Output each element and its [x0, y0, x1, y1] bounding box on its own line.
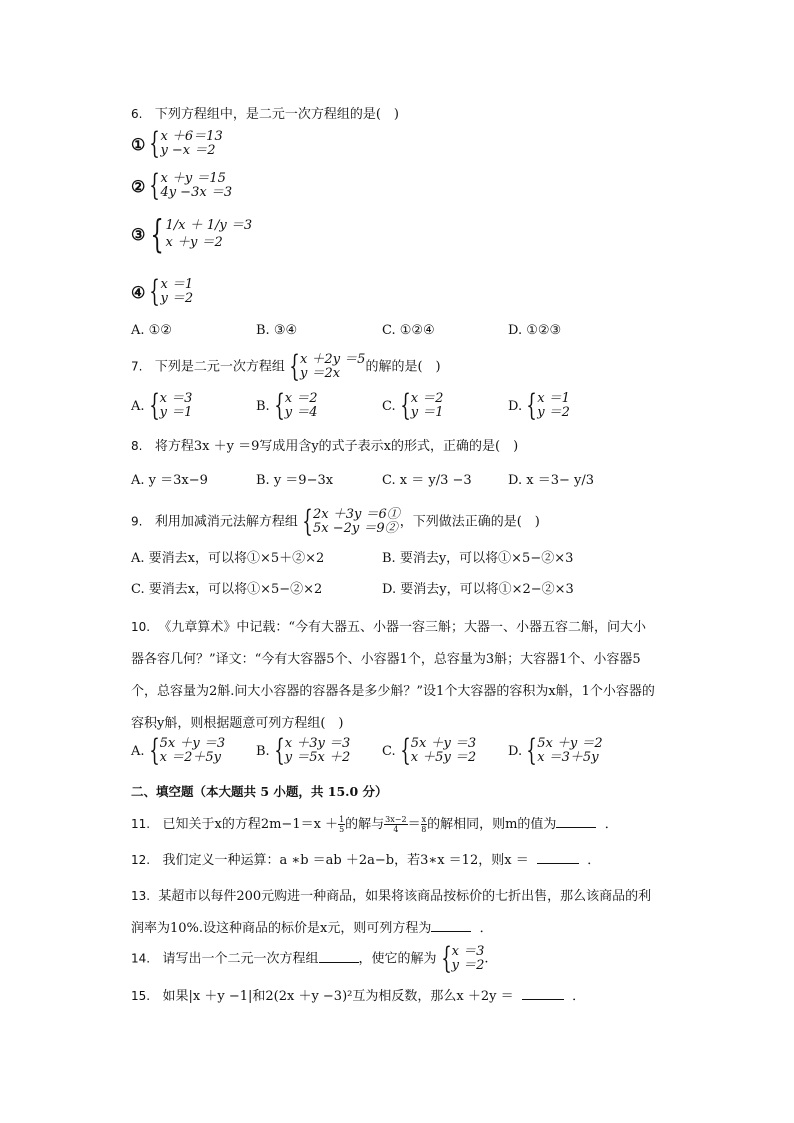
q6-number: 6.	[131, 107, 143, 121]
q9-option-a[interactable]: A. 要消去x，可以将①×5＋②×2	[131, 551, 325, 566]
q6-item-4-eq1: x ＝1	[160, 277, 194, 292]
q14-line	[131, 941, 489, 976]
q11-frac1-den: 5	[339, 825, 345, 834]
q6-option-c[interactable]: C. ①②④	[382, 323, 435, 338]
q11-text-a: 已知关于x的方程2m−1＝x ＋	[162, 817, 339, 832]
q14-answer-blank[interactable]	[319, 950, 359, 963]
q15-line	[131, 985, 585, 1008]
q11-text-d: 的解相同，则m的值为	[427, 817, 557, 832]
q6-item-3-eq1: 1/x ＋ 1/y ＝3	[165, 218, 253, 233]
q6-item-4	[131, 274, 194, 309]
q8-option-c[interactable]: C. x ＝ y/3 −3	[382, 473, 472, 488]
q11-number: 11.	[131, 817, 151, 831]
q9-sys-eq1: 2x ＋3y ＝6①	[312, 507, 400, 522]
q10-option-b-label: B.	[256, 743, 270, 759]
q10-option-d-eq1: 5x ＋y ＝2	[537, 736, 603, 751]
q14-text: 请写出一个二元一次方程组	[162, 951, 319, 967]
q8-number: 8.	[131, 439, 143, 453]
brace-icon: {	[289, 349, 300, 384]
q10-option-b-eq2: y ＝5x ＋2	[284, 750, 351, 765]
brace-icon: {	[149, 168, 161, 203]
q9-stem-before: 利用加减消元法解方程组	[154, 514, 298, 530]
q10-stem	[131, 611, 655, 740]
q7-option-b[interactable]	[256, 388, 318, 423]
q6-option-b[interactable]: B. ③④	[256, 323, 298, 338]
brace-icon: {	[149, 274, 161, 309]
q9-stem-after: ，下列做法正确的是( )	[399, 514, 540, 530]
q14-eq2: y ＝2	[451, 958, 485, 973]
brace-icon: {	[440, 941, 452, 976]
q6-item-4-eq2: y ＝2	[160, 291, 194, 306]
q8-option-b[interactable]: B. y ＝9−3x	[256, 473, 334, 488]
q7-option-c-eq1: x ＝2	[410, 391, 444, 406]
q7-option-a-eq1: x ＝3	[159, 391, 193, 406]
q7-option-b-label: B.	[256, 398, 270, 414]
q13-block	[131, 880, 651, 945]
q13-answer-blank[interactable]	[431, 919, 471, 932]
q12-line	[131, 849, 600, 872]
q7-option-a-label: A.	[131, 398, 145, 414]
q10-line-4: 容积y斛，则根据题意可列方程组( )	[131, 716, 344, 731]
q10-option-b-eq1: x ＋3y ＝3	[284, 736, 351, 751]
q8-stem-line	[131, 435, 518, 458]
q11-line	[131, 813, 618, 834]
q11-end: ．	[604, 817, 618, 832]
brace-icon: {	[148, 388, 160, 423]
q6-item-1-mark: ①	[131, 134, 146, 154]
brace-icon: {	[399, 388, 411, 423]
q12-number: 12.	[131, 853, 151, 867]
q11-frac1-num: 1	[339, 815, 345, 824]
q9-option-d[interactable]: D. 要消去y，可以将①×2−②×3	[382, 582, 574, 597]
q6-item-3-eq2: x ＋y ＝2	[165, 235, 223, 250]
q7-option-c-label: C.	[382, 398, 396, 414]
q10-line-1: 《九章算术》中记载：“今有大器五、小器一容三斛；大器一、小器五容二斛，问大小	[158, 620, 647, 635]
q15-answer-blank[interactable]	[522, 987, 564, 1000]
brace-icon: {	[150, 212, 165, 256]
q7-option-c-eq2: y ＝1	[410, 405, 444, 420]
q10-line-3: 个，总容量为2斛.问大小容器的容器各是多少斛？”设1个大容器的容积为x斛，1个小容器的	[131, 684, 655, 699]
q10-option-c-eq1: 5x ＋y ＝3	[410, 736, 477, 751]
brace-icon: {	[273, 733, 285, 768]
q10-option-a-label: A.	[131, 743, 145, 759]
q6-stem: 下列方程组中，是二元一次方程组的是( )	[154, 107, 400, 122]
q6-item-1-eq1: x ＋6＝13	[160, 129, 223, 144]
q15-end: ．	[572, 989, 586, 1004]
q7-option-d-eq1: x ＝1	[537, 391, 570, 406]
q9-number: 9.	[131, 514, 143, 529]
q12-end: ．	[587, 853, 601, 868]
q6-item-4-mark: ④	[131, 282, 146, 302]
brace-icon: {	[526, 733, 537, 768]
brace-icon: {	[399, 733, 411, 768]
q10-number: 10.	[131, 620, 151, 634]
q10-option-c-eq2: x ＋5y ＝2	[410, 750, 477, 765]
q6-item-1	[131, 126, 223, 161]
brace-icon: {	[526, 388, 537, 423]
q13-end: ．	[479, 921, 493, 936]
q7-stem-after: 的解的是( )	[365, 359, 441, 375]
q9-option-b[interactable]: B. 要消去y，可以将①×5−②×3	[382, 551, 574, 566]
q7-option-b-eq1: x ＝2	[284, 391, 318, 406]
q7-stem-before: 下列是二元一次方程组	[154, 359, 285, 375]
q10-option-c[interactable]	[382, 733, 477, 768]
q9-sys-eq2: 5x −2y ＝9②	[312, 521, 398, 536]
q11-frac3-den: 8	[421, 825, 427, 834]
q7-option-a-eq2: y ＝1	[159, 405, 193, 420]
q10-option-a-eq2: x ＝2＋5y	[159, 750, 221, 765]
q6-stem-line	[131, 103, 399, 126]
q11-frac2-num: 3x−2	[385, 815, 407, 824]
q13-number: 13.	[131, 889, 151, 903]
q6-item-3-mark: ③	[131, 224, 146, 244]
q7-option-b-eq2: y ＝4	[284, 405, 318, 420]
q10-line-2: 器各容几何？”译文：“今有大容器5个、小容器1个，总容量为3斛；大容器1个、小容器5	[131, 652, 641, 667]
section-2-heading: 二、填空题（本大题共 5 小题，共 15.0 分）	[131, 784, 388, 799]
q11-frac2-den: 4	[393, 825, 399, 834]
q11-answer-blank[interactable]	[556, 815, 596, 828]
q7-stem-line	[131, 349, 441, 384]
q10-option-a-eq1: 5x ＋y ＝3	[159, 736, 226, 751]
brace-icon: {	[149, 126, 161, 161]
q7-option-d[interactable]	[508, 388, 570, 423]
q15-text: 如果|x ＋y −1|和2(2x ＋y −3)²互为相反数，那么x ＋2y ＝	[162, 989, 514, 1004]
q9-stem-line	[131, 504, 540, 539]
q6-option-d[interactable]: D. ①②③	[508, 323, 562, 338]
q6-item-1-eq2: y −x ＝2	[160, 143, 216, 158]
brace-icon: {	[302, 504, 313, 539]
q6-option-a[interactable]: A. ①②	[131, 323, 172, 338]
q8-option-a[interactable]: A. y ＝3x−9	[131, 473, 208, 488]
q7-option-d-eq2: y ＝2	[537, 405, 570, 420]
brace-icon: {	[148, 733, 160, 768]
q6-item-3	[131, 212, 253, 256]
q11-text-b: 的解与	[345, 817, 385, 832]
brace-icon: {	[273, 388, 285, 423]
q14-eq1: x ＝3	[451, 944, 485, 959]
q7-sys-eq1: x ＋2y ＝5	[299, 352, 366, 367]
q6-item-2-mark: ②	[131, 176, 146, 196]
q9-option-c[interactable]: C. 要消去x，可以将①×5−②×2	[131, 582, 323, 597]
q14-number: 14.	[131, 951, 151, 966]
q7-option-d-label: D.	[508, 398, 523, 414]
q10-option-a[interactable]	[131, 733, 226, 768]
q8-option-d[interactable]: D. x ＝3− y/3	[508, 473, 594, 488]
q14-end: .	[484, 951, 489, 967]
q10-option-d-label: D.	[508, 743, 523, 759]
q10-option-d-eq2: x ＝3＋5y	[537, 750, 599, 765]
q8-stem: 将方程3x ＋y ＝9写成用含y的式子表示x的形式，正确的是( )	[154, 439, 519, 454]
q12-text: 我们定义一种运算：a ∗b ＝ab ＋2a−b，若3∗x ＝12，则x ＝	[162, 853, 529, 868]
q11-text-c: ＝	[407, 817, 421, 832]
q6-item-2	[131, 168, 233, 203]
q12-answer-blank[interactable]	[537, 851, 579, 864]
q7-sys-eq2: y ＝2x	[299, 366, 341, 381]
q7-number: 7.	[131, 359, 143, 374]
q7-option-c[interactable]	[382, 388, 444, 423]
q14-text2: ，使它的解为	[358, 951, 437, 967]
q13-line-2: 润率为10%.设这种商品的标价是x元，则可列方程为	[131, 921, 432, 936]
q10-option-b[interactable]	[256, 733, 351, 768]
q10-option-c-label: C.	[382, 743, 396, 759]
q10-option-d[interactable]	[508, 733, 603, 768]
q7-option-a[interactable]	[131, 388, 193, 423]
q15-number: 15.	[131, 989, 151, 1003]
q13-line-1: 某超市以每件200元购进一种商品，如果将该商品按标价的七折出售，那么该商品的利	[158, 889, 652, 904]
q11-frac3-num: x	[421, 815, 427, 824]
q6-item-2-eq1: x ＋y ＝15	[160, 171, 226, 186]
q6-item-2-eq2: 4y −3x ＝3	[160, 185, 233, 200]
